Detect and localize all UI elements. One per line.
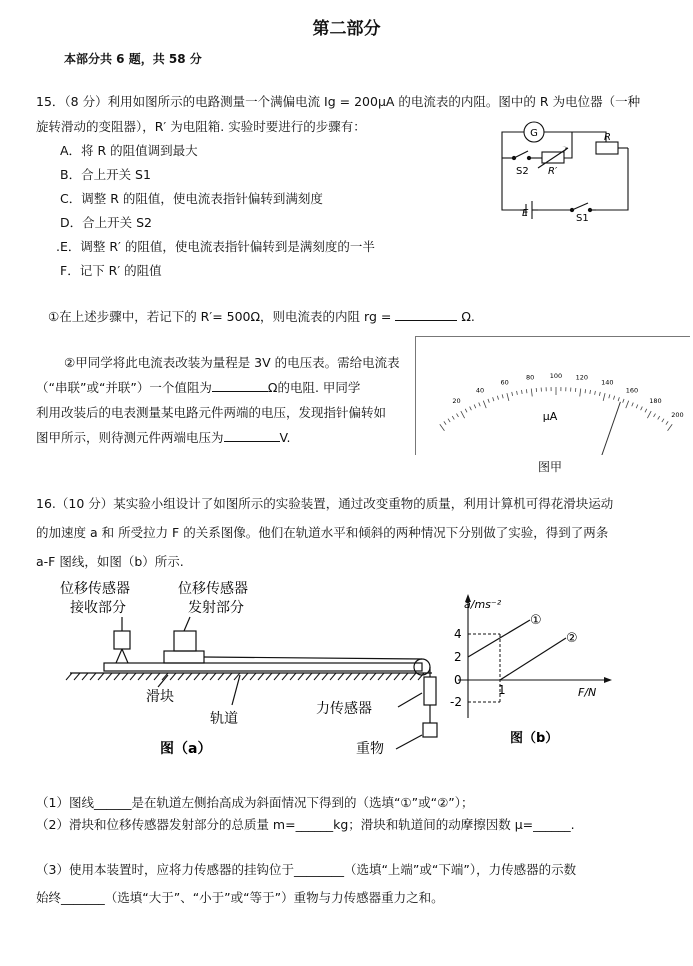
- q15-part2-line2: （“串联”或“并联”）一个值阻为 Ω的电阻. 甲同学: [36, 380, 361, 395]
- q15-part2-line1: ②甲同学将此电流表改装为量程是 3V 的电压表。需给电流表: [64, 355, 400, 370]
- circuit-label-rp: R′: [548, 166, 558, 177]
- q16-sub1: （1）图线______是在轨道左侧抬高成为斜面情况下得到的（选填“①”或“②”）；: [36, 795, 474, 810]
- q15-part1-blank: [395, 308, 457, 321]
- meter-tick: [488, 399, 489, 403]
- meter-tick: [512, 392, 513, 396]
- weight-label: 重物: [356, 741, 384, 757]
- graph-y-tick-0: 0: [454, 673, 462, 687]
- q15-step-d: D．合上开关 S2: [60, 215, 152, 230]
- q16-intro-line1: 16.（10 分）某实验小组设计了如图所示的实验装置，通过改变重物的质量，利用计算机可得花滑块运动: [36, 496, 614, 511]
- meter-tick: [647, 411, 651, 418]
- circuit-label-s1: S1: [576, 213, 589, 222]
- graph-line-1: [468, 620, 530, 657]
- circuit-label-e: E: [522, 208, 529, 219]
- track-label: 轨道: [210, 711, 238, 727]
- meter-tick: [603, 393, 605, 401]
- meter-tick: [641, 407, 643, 411]
- circuit-label-s2: S2: [516, 166, 529, 177]
- meter-tick: [599, 392, 600, 396]
- meter-tick-label: 200: [671, 410, 684, 419]
- transmitter-label-1: 位移传感器: [178, 581, 248, 597]
- meter-tick: [521, 390, 522, 394]
- meter-tick: [526, 389, 527, 393]
- graph-y-label: a/ms⁻²: [464, 598, 502, 611]
- a-f-graph: [438, 590, 618, 755]
- meter-tick: [632, 403, 634, 407]
- q15-intro-line1: 15．（8 分）利用如图所示的电路测量一个满偏电流 Ig = 200μA 的电流表的内阻。图中的 R 为电位器（一种: [36, 94, 641, 109]
- q15-intro-line2: 旋转滑动的变阻器），R′ 为电阻箱. 实验时要进行的步骤有：: [36, 119, 366, 134]
- section-summary: 本部分共 6 题，共 58 分: [64, 52, 202, 66]
- meter-tick: [658, 416, 660, 419]
- meter-tick: [590, 390, 591, 394]
- q15-part2-line4: 图甲所示，则待测元件两端电压为 V.: [36, 430, 291, 445]
- graph-line-2: [500, 638, 566, 680]
- meter-tick-label: 100: [549, 372, 563, 380]
- meter-tick: [517, 391, 518, 395]
- meter-needle: [572, 402, 620, 455]
- meter-tick: [613, 396, 614, 400]
- meter-tick: [456, 414, 458, 417]
- meter-tick-label: 80: [526, 373, 535, 382]
- q15-part2-blank-2: [224, 429, 280, 442]
- meter-tick: [461, 411, 465, 418]
- meter-tick-label: 160: [625, 386, 639, 395]
- meter-tick: [479, 403, 481, 407]
- meter-tick: [668, 424, 673, 431]
- meter-tick: [531, 389, 532, 397]
- meter-tick: [497, 396, 498, 400]
- meter-tick: [626, 401, 629, 408]
- circuit-label-r: R: [604, 132, 611, 143]
- section-title: 第二部分: [312, 19, 381, 39]
- meter-tick: [662, 419, 664, 422]
- receiver-label-2: 接收部分: [70, 600, 126, 616]
- q15-part1: [48, 307, 475, 325]
- meter-tick: [618, 397, 619, 401]
- circuit-diagram: [492, 118, 642, 222]
- meter-tick: [470, 407, 472, 411]
- meter-tick: [448, 419, 450, 422]
- q15-step-a: A．将 R 的阻值调到最大: [60, 143, 198, 158]
- meter-tick: [645, 409, 647, 413]
- meter-tick: [440, 424, 445, 431]
- meter-tick: [609, 394, 610, 398]
- q16-intro-line2: 的加速度 a 和 所受拉力 F 的关系图像。他们在轨道水平和倾斜的两种情况下分别做了实验，得到了两条: [36, 525, 609, 540]
- graph-y-tick-2: 2: [454, 650, 462, 664]
- q16-sub2: （2）滑块和位移传感器发射部分的总质量 m=______kg；滑块和轨道间的动摩擦因数 μ=______.: [36, 817, 575, 832]
- meter-tick: [654, 414, 656, 417]
- figure-a-caption: 图（a）: [160, 741, 212, 757]
- graph-line-2-label: ②: [566, 631, 578, 646]
- apparatus-diagram: [60, 575, 440, 770]
- meter-caption: 图甲: [538, 460, 563, 474]
- q15-step-e: .E．调整 R′ 的阻值，使电流表指针偏转到是满刻度的一半: [56, 239, 375, 254]
- meter-tick-label: 140: [601, 378, 614, 387]
- q15-part2-line3: 利用改装后的电表测量某电路元件两端的电压，发现指针偏转如: [36, 405, 387, 420]
- circuit-label-g: G: [530, 128, 538, 139]
- graph-y-tick-4: 4: [454, 627, 462, 641]
- q16-sub3-line2: 始终_______（选填“大于”、“小于”或“等于”）重物与力传感器重力之和。: [36, 890, 444, 905]
- meter-panel: [415, 336, 690, 455]
- meter-tick: [666, 421, 668, 424]
- meter-tick: [444, 421, 446, 424]
- q15-part1-text: ①在上述步骤中，若记下的 R′= 500Ω，则电流表的内阻 rg =: [48, 309, 392, 324]
- meter-tick: [595, 391, 596, 395]
- q15-step-c: C．调整 R 的阻值，使电流表指针偏转到满刻度: [60, 191, 323, 206]
- meter-tick: [623, 399, 624, 403]
- meter-tick-label: 20: [452, 397, 461, 406]
- meter-tick: [502, 394, 503, 398]
- meter-unit: μA: [542, 410, 558, 423]
- q15-part1-unit: Ω.: [461, 309, 475, 324]
- meter-tick-label: 60: [500, 378, 509, 387]
- graph-x-label: F/N: [578, 686, 597, 699]
- q16-intro-line3: a-F 图线，如图（b）所示.: [36, 554, 184, 569]
- graph-y-tick-neg2: -2: [450, 695, 462, 709]
- meter-tick-label: 180: [649, 397, 662, 406]
- meter-dial: [416, 337, 690, 455]
- meter-tick: [483, 401, 486, 408]
- q16-sub3-line1: （3）使用本装置时，应将力传感器的挂钩位于________（选填“上端”或“下端”），力传感器的示数: [36, 862, 577, 877]
- meter-tick-label: 120: [575, 373, 589, 382]
- figure-b-caption: 图（b）: [510, 731, 559, 746]
- slider-label: 滑块: [146, 689, 174, 705]
- q15-step-f: F．记下 R′ 的阻值: [60, 263, 162, 278]
- meter-tick: [452, 416, 454, 419]
- meter-tick: [507, 393, 509, 401]
- meter-tick: [465, 409, 467, 413]
- graph-x-tick-1: 1: [498, 683, 506, 697]
- meter-tick: [580, 389, 581, 397]
- q15-step-b: B．合上开关 S1: [60, 167, 151, 182]
- graph-line-1-label: ①: [530, 613, 542, 628]
- meter-tick: [636, 405, 638, 409]
- meter-tick-label: 40: [475, 386, 485, 395]
- receiver-label-1: 位移传感器: [60, 581, 130, 597]
- meter-tick: [585, 389, 586, 393]
- q15-part2-blank-1: [212, 379, 268, 392]
- meter-tick: [493, 397, 494, 401]
- transmitter-label-2: 发射部分: [188, 600, 244, 616]
- force-sensor-label: 力传感器: [316, 701, 372, 717]
- meter-tick: [474, 405, 476, 409]
